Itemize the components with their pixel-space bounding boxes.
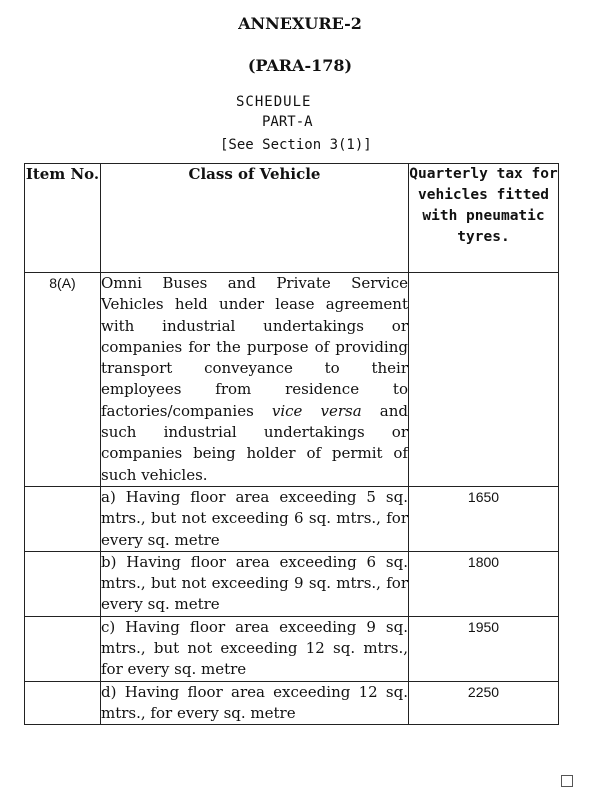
vehicle-class-description: d) Having floor area exceeding 12 sq. mtrs., for every sq. metre <box>101 681 409 725</box>
tax-schedule-table <box>24 163 559 725</box>
vehicle-class-description: b) Having floor area exceeding 6 sq. mtrs., but not exceeding 9 sq. mtrs., for every sq. metre <box>101 551 409 616</box>
tax-value <box>409 273 559 487</box>
header-class-of-vehicle: Class of Vehicle <box>101 164 409 273</box>
item-number <box>25 551 101 616</box>
tax-value: 1650 <box>409 486 559 551</box>
table-row <box>25 681 559 725</box>
table-row <box>25 486 559 551</box>
tax-value: 2250 <box>409 681 559 725</box>
item-number <box>25 681 101 725</box>
vehicle-class-description: a) Having floor area exceeding 5 sq. mtrs., but not exceeding 6 sq. mtrs., for every sq. metre <box>101 486 409 551</box>
item-number <box>25 616 101 681</box>
schedule-label: SCHEDULE <box>236 94 312 110</box>
table-row <box>25 273 559 487</box>
tax-value: 1800 <box>409 551 559 616</box>
tax-value: 1950 <box>409 616 559 681</box>
item-number <box>25 486 101 551</box>
vehicle-class-description: Omni Buses and Private Service Vehicles held under lease agreement with industrial undertakings or companies for the purpose of providing transport conveyance to their employees from residence to factories/companies vice versa and such industrial undertakings or companies being holder of permit of such vehicles. <box>101 273 409 487</box>
annexure-title: ANNEXURE-2 <box>238 14 362 33</box>
part-label: PART-A <box>262 114 313 130</box>
para-reference: (PARA-178) <box>247 56 353 75</box>
table-row <box>25 616 559 681</box>
header-quarterly-tax: Quarterly tax for vehicles fitted with pneumatic tyres. <box>409 164 559 273</box>
checkbox-marker <box>561 775 573 787</box>
vehicle-class-description: c) Having floor area exceeding 9 sq. mtrs., but not exceeding 12 sq. mtrs., for every sq. metre <box>101 616 409 681</box>
section-reference: [See Section 3(1)] <box>220 137 372 153</box>
item-number: 8(A) <box>25 273 101 487</box>
table-header-row <box>25 164 559 273</box>
table-row <box>25 551 559 616</box>
header-item-no: Item No. <box>25 164 101 273</box>
